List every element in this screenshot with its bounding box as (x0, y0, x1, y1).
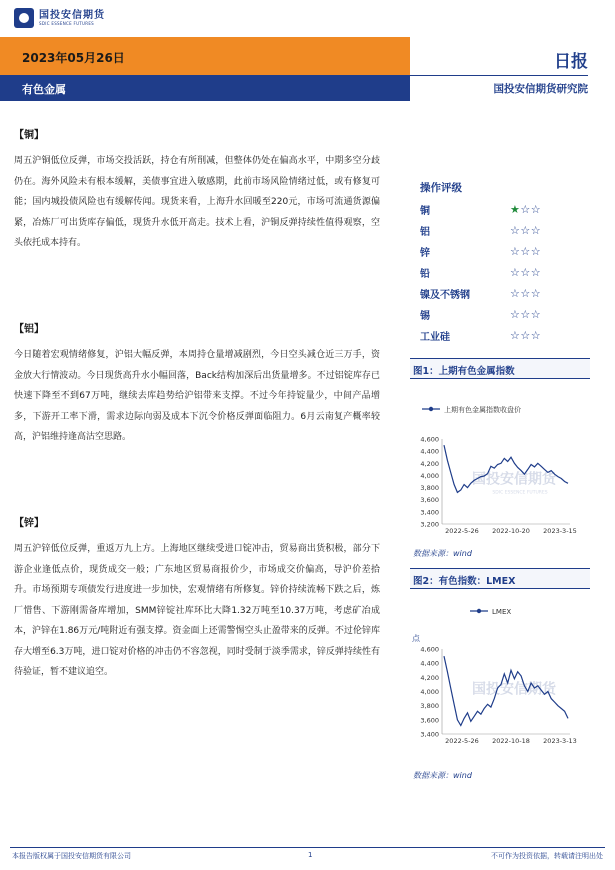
rating-metal: 铜 (420, 205, 430, 217)
rating-row-lead (420, 262, 580, 282)
y-tick-label: 4,000 (420, 471, 439, 480)
aluminum-section (14, 320, 380, 448)
y-tick-label: 3,800 (420, 484, 439, 493)
legend-label: LMEX (492, 608, 512, 616)
section-title: 【铝】 (14, 324, 44, 335)
figure-1-source: 数据来源：wind (413, 549, 472, 558)
logo-name: 国投安信期货 (39, 10, 105, 21)
section-text: 周五沪锌低位反弹，重返万九上方。上海地区继续受进口锭冲击，贸易商出货积极，部分下游企业逢低点价，现货成交一般；广东地区贸易商报价少，市场成交价偏高，导沪价差拾升。市场预期专项债发行进度进一步加快，宏观情绪有所修复。锌价持续流畅下跌之后，炼厂惜售、下游刚需备库增加，SMM锌锭社库环比大降1.32万吨至10.37万吨，考虑矿冶成本，沪锌在1.86万元/吨附近有强支撑。资金面上还需警惕空头止盈带来的反弹。不过伦锌库存大增至6.3万吨，进口锭对价格的冲击仍不容忽视，同时受制于淡季需求，锌反弹持续性有待验证，暂不建议追空。 (14, 544, 380, 677)
rating-metal: 铝 (420, 226, 430, 238)
y-tick-label: 4,600 (420, 435, 439, 444)
rating-row-aluminum (420, 220, 580, 240)
report-type: 日报 (554, 52, 588, 72)
figure-title-text: 图2：有色指数：LMEX (413, 576, 516, 587)
figure-2-title (410, 568, 590, 589)
section-text: 今日随着宏观情绪修复，沪铝大幅反弹，本周持仓量增减剧烈，今日空头减仓近三万手，资金放大行情波动。今日现货高升水小幅回落，Back结构加深后出货量增多。不过铝锭库存已快速下降至不到67万吨，继续去库趋势给沪铝带来支撑。不过今年持锭量少，中间产品增多，下游开工率下滑，需求边际向弱及成本下沉令价格反弹面临阻力。6月云南复产概率较高，沪铝维持逢高沽空思路。 (14, 350, 380, 442)
figure-2-source: 数据来源：wind (413, 771, 472, 780)
rating-row-zinc (420, 241, 580, 261)
x-tick-label: 2022-5-26 (445, 737, 479, 745)
star-empty-icon: ☆☆☆ (510, 244, 542, 258)
date-band (0, 37, 410, 75)
legend-marker (429, 407, 433, 411)
rating-metal: 工业硅 (420, 331, 450, 343)
y-tick-label: 3,400 (420, 508, 439, 517)
chart-2-svg (410, 597, 590, 752)
x-tick-label: 2022-10-18 (492, 737, 530, 745)
figure-1-chart (410, 387, 590, 542)
star-empty-icon: ☆☆☆ (510, 286, 542, 300)
star-filled-icon: ★ (510, 202, 521, 216)
x-tick-label: 2022-10-20 (492, 527, 530, 535)
header-divider (410, 75, 588, 76)
y-tick-label: 3,800 (420, 702, 439, 711)
watermark-text: 国投安信期货 (472, 681, 556, 698)
figure-title-text: 图1：上期有色金属指数 (413, 366, 515, 377)
star-empty-icon: ☆☆☆ (510, 223, 542, 237)
figure-1-title (410, 358, 590, 379)
watermark-text: 国投安信期货 (472, 471, 556, 488)
legend-label: 上期有色金属指数收盘价 (444, 406, 521, 414)
y-tick-label: 3,400 (420, 730, 439, 739)
rating-metal: 锡 (420, 310, 430, 322)
company-logo (14, 8, 105, 28)
logo-icon (14, 8, 34, 28)
x-tick-label: 2023-3-15 (543, 527, 577, 535)
y-tick-label: 4,400 (420, 447, 439, 456)
rating-metal: 锌 (420, 247, 430, 259)
section-title: 【铜】 (14, 130, 44, 141)
y-tick-label: 3,200 (420, 520, 439, 529)
rating-title: 操作评级 (420, 182, 462, 194)
figure-2-chart (410, 597, 590, 752)
rating-stars (510, 203, 541, 216)
star-empty-icon: ☆☆☆ (510, 307, 542, 321)
rating-row-nickel (420, 283, 580, 303)
footer-disclaimer: 不可作为投资依据，转载请注明出处 (491, 852, 603, 860)
section-text: 周五沪铜低位反弹，市场交投活跃，持仓有所削减，但整体仍处在偏高水平，中期多空分歧仍在。海外风险未有根本缓解，美债事宜进入敏感期，此前市场风险情绪过低，或有修复可能；国内城投债风险也有缓解传闻。现货来看，上海升水回暖至220元，市场可流通货源偏紧，冶炼厂可出货库存偏低，现货升水低开高走。技术上看，沪铜反弹持续性值得观察，空头依托成本持有。 (14, 156, 380, 248)
star-empty-icon: ☆☆ (520, 202, 542, 216)
y-tick-label: 4,200 (420, 673, 439, 682)
section-band (0, 75, 410, 101)
legend-marker (477, 609, 481, 613)
y-tick-label: 4,400 (420, 659, 439, 668)
zinc-section (14, 514, 380, 683)
section-name: 有色金属 (22, 83, 66, 96)
y-tick-label: 4,600 (420, 645, 439, 654)
rating-metal: 铅 (420, 268, 430, 280)
star-empty-icon: ☆☆☆ (510, 328, 542, 342)
y-tick-label: 3,600 (420, 716, 439, 725)
logo-name-en: SDIC ESSENCE FUTURES (39, 21, 95, 26)
watermark-text-en: SDIC ESSENCE FUTURES (492, 490, 548, 496)
x-tick-label: 2023-3-13 (543, 737, 577, 745)
rating-row-silicon (420, 325, 580, 345)
report-date: 2023年05月26日 (22, 51, 125, 65)
copper-section (14, 126, 380, 254)
axis-unit-label: 点 (412, 634, 420, 643)
rating-row-tin (420, 304, 580, 324)
rating-row-copper (420, 199, 580, 219)
x-tick-label: 2022-5-26 (445, 527, 479, 535)
y-tick-label: 4,000 (420, 688, 439, 696)
institute-name: 国投安信期货研究院 (493, 83, 588, 95)
header-right (410, 37, 615, 101)
footer-divider (10, 847, 605, 848)
y-tick-label: 4,200 (420, 459, 439, 468)
star-empty-icon: ☆☆☆ (510, 265, 542, 279)
page-number: 1 (308, 851, 313, 859)
chart-1-svg (410, 387, 590, 542)
rating-metal: 镍及不锈钢 (420, 289, 470, 301)
footer-copyright: 本报告版权属于国投安信期货有限公司 (12, 852, 131, 860)
y-tick-label: 3,600 (420, 496, 439, 505)
section-title: 【锌】 (14, 518, 44, 529)
